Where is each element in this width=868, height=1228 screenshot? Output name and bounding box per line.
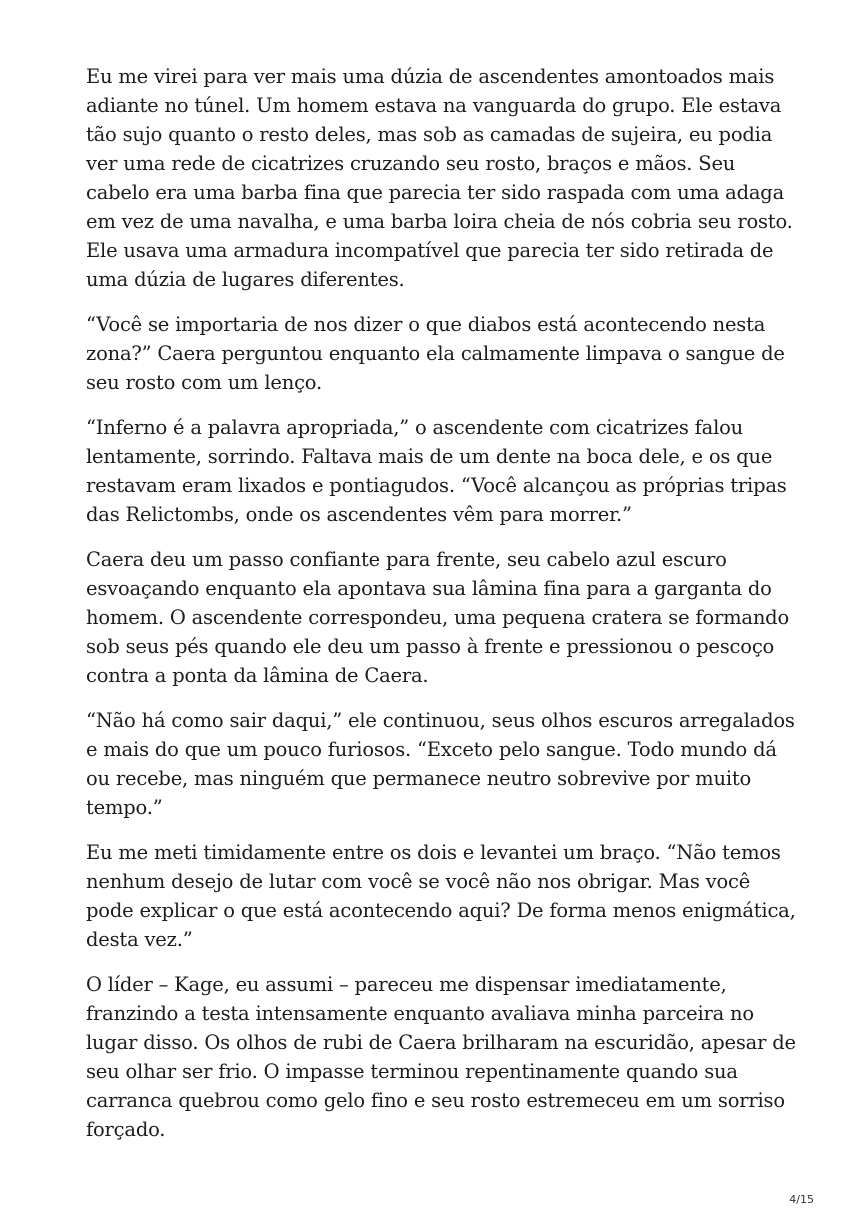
document-page bbox=[86, 62, 796, 1160]
paragraph-5: “Não há como sair daqui,” ele continuou, seus olhos escuros arregalados e mais do que um pouco furiosos. “Exceto pelo sangue. Todo mundo dá ou recebe, mas ninguém que permanece neutro sobrevive por muito tempo.” bbox=[86, 709, 795, 819]
paragraph-3: “Inferno é a palavra apropriada,” o ascendente com cicatrizes falou lentamente, sorrindo. Faltava mais de um dente na boca dele, e os que restavam eram lixados e pontiagudos. “Você alcançou as próprias tripas das Relictombs, onde os ascendentes vêm para morrer.” bbox=[86, 416, 787, 526]
paragraph-2: “Você se importaria de nos dizer o que diabos está acontecendo nesta zona?” Caera perguntou enquanto ela calmamente limpava o sangue de seu rosto com um lenço. bbox=[86, 313, 785, 394]
paragraph-4: Caera deu um passo confiante para frente, seu cabelo azul escuro esvoaçando enquanto ela apontava sua lâmina fina para a garganta do homem. O ascendente correspondeu, uma pequena cratera se formando sob seus pés quando ele deu um passo à frente e pressionou o pescoço contra a ponta da lâmina de Caera. bbox=[86, 548, 789, 687]
page-number: 4/15 bbox=[789, 1193, 814, 1206]
paragraph-7: O líder – Kage, eu assumi – pareceu me dispensar imediatamente, franzindo a testa intensamente enquanto avaliava minha parceira no lugar disso. Os olhos de rubi de Caera brilharam na escuridão, apesar de seu olhar ser frio. O impasse terminou repentinamente quando sua carranca quebrou como gelo fino e seu rosto estremeceu em um sorriso forçado. bbox=[86, 973, 796, 1141]
paragraph-6: Eu me meti timidamente entre os dois e levantei um braço. “Não temos nenhum desejo de lutar com você se você não nos obrigar. Mas você pode explicar o que está acontecendo aqui? De forma menos enigmática, desta vez.” bbox=[86, 841, 796, 951]
paragraph-1: Eu me virei para ver mais uma dúzia de ascendentes amontoados mais adiante no túnel. Um homem estava na vanguarda do grupo. Ele estava tão sujo quanto o resto deles, mas sob as camadas de sujeira, eu podia ver uma rede de cicatrizes cruzando seu rosto, braços e mãos. Seu cabelo era uma barba fina que parecia ter sido raspada com uma adaga em vez de uma navalha, e uma barba loira cheia de nós cobria seu rosto. Ele usava uma armadura incompatível que parecia ter sido retirada de uma dúzia de lugares diferentes. bbox=[86, 65, 793, 291]
